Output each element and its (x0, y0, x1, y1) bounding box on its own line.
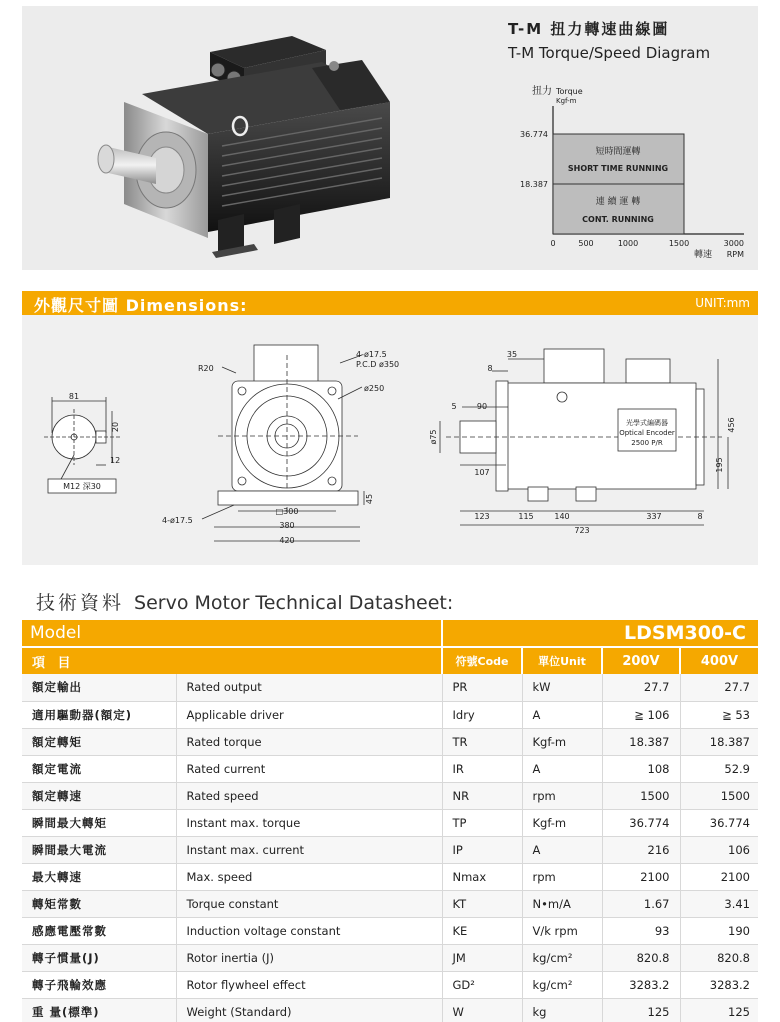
encoder-label-cn: 光學式編碼器 (626, 419, 668, 427)
table-row (22, 998, 758, 1022)
top-panel (22, 6, 758, 270)
cell-v2: 1500 (680, 782, 758, 809)
cell-en: Weight (Standard) (176, 998, 442, 1022)
cell-unit: A (522, 755, 602, 782)
cell-v1: ≧ 106 (602, 701, 680, 728)
torque-speed-diagram (482, 76, 752, 266)
cell-v1: 2100 (602, 863, 680, 890)
cell-code: NR (442, 782, 522, 809)
cell-cn: 轉子慣量(J) (22, 944, 176, 971)
cell-cn: 額定轉矩 (22, 728, 176, 755)
dim-d250: ø250 (364, 384, 385, 393)
dim-thread: M12 深30 (63, 482, 101, 491)
cell-v2: 106 (680, 836, 758, 863)
header-unit: 單位Unit (522, 647, 602, 674)
cell-v2: 27.7 (680, 674, 758, 701)
cont-running-en: CONT. RUNNING (582, 215, 654, 224)
shaft-end-view (44, 397, 122, 481)
table-row (22, 944, 758, 971)
cell-cn: 瞬間最大電流 (22, 836, 176, 863)
cell-unit: kg/cm² (522, 944, 602, 971)
cell-unit: Kgf-m (522, 809, 602, 836)
cell-unit: A (522, 836, 602, 863)
cell-cn: 適用驅動器(額定) (22, 701, 176, 728)
cell-v1: 27.7 (602, 674, 680, 701)
cell-code: GD² (442, 971, 522, 998)
x-tick-1000: 1000 (617, 239, 639, 248)
cell-code: TP (442, 809, 522, 836)
cell-en: Max. speed (176, 863, 442, 890)
motor-photo (22, 6, 462, 270)
cell-en: Rated output (176, 674, 442, 701)
cell-code: KT (442, 890, 522, 917)
cell-v2: 3.41 (680, 890, 758, 917)
cell-cn: 最大轉速 (22, 863, 176, 890)
cell-v1: 820.8 (602, 944, 680, 971)
cell-code: TR (442, 728, 522, 755)
cell-en: Rotor inertia (J) (176, 944, 442, 971)
dim-d75: ø75 (429, 429, 438, 445)
dim-107: 107 (474, 468, 490, 477)
x-tick-3000: 3000 (723, 239, 744, 248)
header-item: 項 目 (22, 647, 442, 674)
cell-v2: 125 (680, 998, 758, 1022)
dim-380: 380 (279, 521, 295, 530)
cell-cn: 感應電壓常數 (22, 917, 176, 944)
cell-unit: rpm (522, 863, 602, 890)
cell-code: W (442, 998, 522, 1022)
cell-v2: 190 (680, 917, 758, 944)
y-unit: Kgf-m (556, 97, 577, 105)
spec-table (22, 620, 758, 1022)
cell-cn: 重 量(標準) (22, 998, 176, 1022)
cell-code: Idry (442, 701, 522, 728)
cell-unit: kg/cm² (522, 971, 602, 998)
cell-unit: kg (522, 998, 602, 1022)
cell-v1: 1500 (602, 782, 680, 809)
dim-35: 35 (506, 350, 518, 359)
header-code: 符號Code (442, 647, 522, 674)
cell-unit: rpm (522, 782, 602, 809)
cell-cn: 轉矩常數 (22, 890, 176, 917)
cell-v2: 52.9 (680, 755, 758, 782)
x-tick-500: 500 (578, 239, 594, 248)
x-tick-1500: 1500 (668, 239, 690, 248)
datasheet-title (36, 588, 453, 615)
cell-v1: 1.67 (602, 890, 680, 917)
cell-v2: 3283.2 (680, 971, 758, 998)
dim-45: 45 (365, 493, 374, 505)
dim-140: 140 (554, 512, 570, 521)
header-400v: 400V (680, 647, 758, 674)
cell-v1: 108 (602, 755, 680, 782)
cell-cn: 轉子飛輪效應 (22, 971, 176, 998)
short-time-region (553, 134, 684, 184)
datasheet-title-cn: 技術資料 (36, 592, 125, 614)
tm-diagram-title-cn: T-M 扭力轉速曲線圖 (508, 20, 670, 38)
short-time-en: SHORT TIME RUNNING (567, 164, 669, 173)
cell-v1: 36.774 (602, 809, 680, 836)
dimensions-panel (22, 315, 758, 565)
dimensions-title: 外觀尺寸圖 Dimensions: (34, 296, 248, 315)
cell-en: Applicable driver (176, 701, 442, 728)
cell-en: Rated torque (176, 728, 442, 755)
cell-code: IP (442, 836, 522, 863)
dim-337: 337 (646, 512, 662, 521)
cell-en: Instant max. current (176, 836, 442, 863)
dimensions-unit: UNIT:mm (695, 296, 750, 310)
encoder-resolution: 2500 P/R (631, 439, 663, 447)
cell-cn: 額定電流 (22, 755, 176, 782)
cell-v2: 36.774 (680, 809, 758, 836)
cell-cn: 瞬間最大轉矩 (22, 809, 176, 836)
x-label-en: RPM (726, 250, 744, 259)
cell-en: Induction voltage constant (176, 917, 442, 944)
tm-diagram-title-en: T-M Torque/Speed Diagram (508, 44, 711, 62)
cell-unit: N•m/A (522, 890, 602, 917)
cell-unit: V/k rpm (522, 917, 602, 944)
dim-pcd: P.C.D ø350 (356, 360, 400, 369)
side-view (440, 349, 728, 525)
dim-420: 420 (279, 536, 295, 545)
header-200v: 200V (602, 647, 680, 674)
encoder-label-en: Optical Encoder (619, 429, 675, 437)
cont-running-region (553, 184, 684, 234)
y-label-en: Torque (556, 87, 583, 96)
cell-en: Rated speed (176, 782, 442, 809)
table-row (22, 836, 758, 863)
cell-v2: ≧ 53 (680, 701, 758, 728)
dim-195: 195 (715, 457, 724, 473)
dim-81: 81 (68, 392, 80, 401)
table-row (22, 755, 758, 782)
table-row (22, 917, 758, 944)
y-tick-1: 36.774 (520, 130, 548, 139)
cell-v1: 216 (602, 836, 680, 863)
cell-code: PR (442, 674, 522, 701)
header-row (22, 647, 758, 674)
dim-8-top: 8 (487, 364, 493, 373)
y-tick-2: 18.387 (520, 180, 548, 189)
dim-456: 456 (727, 417, 736, 433)
dim-115: 115 (518, 512, 534, 521)
cell-en: Torque constant (176, 890, 442, 917)
dim-8-bottom: 8 (697, 512, 703, 521)
cell-v1: 3283.2 (602, 971, 680, 998)
dim-sq300: □300 (275, 507, 299, 516)
table-row (22, 890, 758, 917)
table-row (22, 782, 758, 809)
dim-723: 723 (574, 526, 590, 535)
cell-unit: A (522, 701, 602, 728)
model-label: Model (22, 620, 442, 647)
table-row (22, 728, 758, 755)
model-name: LDSM300-C (442, 620, 758, 647)
dim-90: 90 (476, 402, 488, 411)
dim-base-holes: 4-ø17.5 (162, 516, 193, 525)
cell-v2: 820.8 (680, 944, 758, 971)
dim-12: 12 (110, 456, 121, 465)
cell-v1: 18.387 (602, 728, 680, 755)
dim-20: 20 (111, 421, 120, 433)
cell-cn: 額定輸出 (22, 674, 176, 701)
table-row (22, 809, 758, 836)
cont-running-cn: 連 續 運 轉 (595, 197, 641, 207)
cell-unit: kW (522, 674, 602, 701)
cell-code: IR (442, 755, 522, 782)
cell-en: Instant max. torque (176, 809, 442, 836)
table-row (22, 701, 758, 728)
x-label-cn: 轉速 (693, 250, 712, 260)
x-tick-0: 0 (550, 239, 556, 248)
cell-v1: 125 (602, 998, 680, 1022)
table-row (22, 971, 758, 998)
dimensions-header (22, 291, 758, 315)
cell-v1: 93 (602, 917, 680, 944)
y-label-cn: 扭力 (532, 86, 552, 97)
cell-code: KE (442, 917, 522, 944)
cell-unit: Kgf-m (522, 728, 602, 755)
model-row (22, 620, 758, 647)
cell-v2: 2100 (680, 863, 758, 890)
table-row (22, 674, 758, 701)
dim-r20: R20 (198, 364, 214, 373)
dim-123: 123 (474, 512, 490, 521)
dim-front-holes: 4-ø17.5 (356, 350, 387, 359)
cell-code: JM (442, 944, 522, 971)
cell-v2: 18.387 (680, 728, 758, 755)
cell-en: Rotor flywheel effect (176, 971, 442, 998)
cell-cn: 額定轉速 (22, 782, 176, 809)
short-time-cn: 短時間運轉 (595, 147, 641, 157)
dimension-drawings (22, 315, 758, 565)
table-row (22, 863, 758, 890)
cell-en: Rated current (176, 755, 442, 782)
cell-code: Nmax (442, 863, 522, 890)
datasheet-title-en: Servo Motor Technical Datasheet: (134, 592, 454, 614)
dim-5: 5 (451, 402, 457, 411)
